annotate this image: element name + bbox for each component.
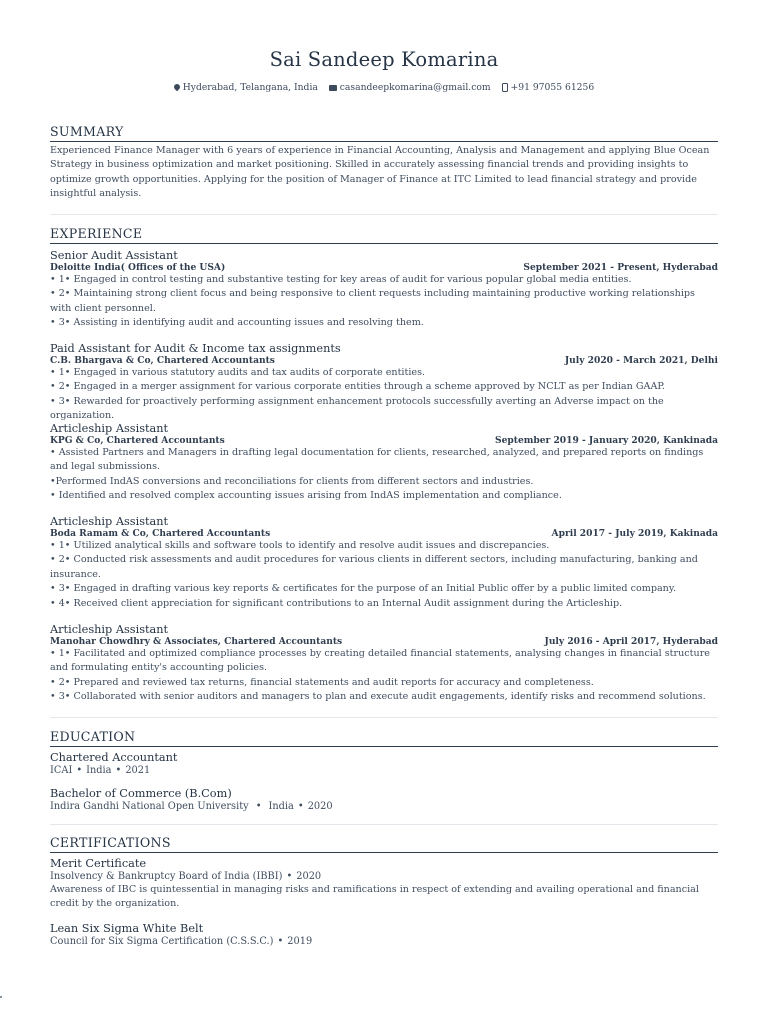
certificate-meta: Council for Six Sigma Certification (C.S.S.C.) • 2019 [50,936,313,947]
school-country: India [86,765,112,776]
page-mark [0,996,2,998]
bullet: • 3• Assisting in identifying audit and accounting issues and resolving them. [50,317,424,329]
job-dates: July 2020 - March 2021, Delhi [564,355,718,366]
experience-section [50,225,718,244]
contact-email[interactable] [329,82,491,93]
bullet: • 2• Prepared and reviewed tax returns, financial statements and audit reports for accuracy and completeness. [50,676,594,688]
contact-phone[interactable] [502,82,595,93]
certification-item [50,922,718,948]
certificate-year: 2020 [296,871,322,882]
bullet: • 3• Engaged in drafting various key reports & certificates for the purpose of an Initial Public offer by a public limited company. [50,583,677,595]
experience-item [50,342,718,424]
company-name: Manohar Chowdhry & Associates, Chartered Accountants [50,636,343,647]
bullet: • Identified and resolved complex accounting issues arising from IndAS implementation and compliance. [50,490,562,502]
experience-item [50,623,718,705]
education-item [50,787,718,813]
bullet: • 1• Facilitated and optimized compliance processes by creating detailed financial statements, analysing changes in financial structure and formulating entity's accounting policies. [50,648,710,674]
education-section [50,728,718,747]
certifications-heading: CERTIFICATIONS [50,834,718,853]
certificate-issuer: Insolvency & Bankruptcy Board of India (IBBI) [50,871,283,882]
education-item [50,751,718,777]
bullet: • 3• Rewarded for proactively performing assignment enhancement protocols successfully averting an Adverse impact on the organization. [50,395,664,422]
certificate-meta: Insolvency & Bankruptcy Board of India (IBBI) • 2020 [50,871,322,882]
bullet: • 2• Engaged in a merger assignment for various corporate entities through a scheme approved by NCLT as per Indian GAAP. [50,381,665,393]
company-name: C.B. Bhargava & Co, Chartered Accountants [50,355,275,366]
experience-item [50,249,718,331]
certification-item [50,857,718,912]
degree-name: Bachelor of Commerce (B.Com) [50,787,232,800]
company-name: Boda Ramam & Co, Chartered Accountants [50,528,271,539]
summary-text: Experienced Finance Manager with 6 years of experience in Financial Accounting, Analysis and Management and applying Blue Ocean Strategy in business optimization and market positioning. Skilled in accurately assessing financial trends and providing insights to optimize growth opportunities. Applying for the position of Manager of Finance at ITC Limited to lead financial strategy and provide insightful analysis. [50,145,710,200]
education-meta: Indira Gandhi National Open University • India • 2020 [50,801,333,812]
education-heading: EDUCATION [50,728,718,747]
degree-name: Chartered Accountant [50,751,178,764]
job-title: Articleship Assistant [50,515,169,528]
certificate-issuer: Council for Six Sigma Certification (C.S.S.C.) [50,936,274,947]
job-title: Articleship Assistant [50,623,169,636]
certifications-section [50,834,718,853]
certificate-name: Lean Six Sigma White Belt [50,922,204,935]
divider [50,824,718,825]
graduation-year: 2020 [307,801,333,812]
bullet: • 2• Maintaining strong client focus and being responsive to client requests including maintaining productive working relationships with client personnel. [50,288,695,314]
bullet: • 4• Received client appreciation for significant contributions to an Internal Audit assignment during the Articleship. [50,597,623,609]
job-title: Articleship Assistant [50,422,169,435]
contact-line [50,82,718,93]
job-title: Senior Audit Assistant [50,249,178,262]
job-dates: September 2021 - Present, Hyderabad [523,262,718,273]
job-dates: September 2019 - January 2020, Kankinada [495,435,718,446]
bullet: • 1• Utilized analytical skills and software tools to identify and resolve audit issues and discrepancies. [50,540,550,551]
certificate-year: 2019 [287,936,313,947]
school-name: Indira Gandhi National Open University [50,801,249,812]
education-meta: ICAI • India • 2021 [50,765,151,776]
divider [50,214,718,215]
job-dates: April 2017 - July 2019, Kakinada [551,528,718,539]
company-name: Deloitte India( Offices of the USA) [50,262,226,273]
certificate-name: Merit Certificate [50,857,147,870]
job-title: Paid Assistant for Audit & Income tax assignments [50,342,341,355]
contact-location [174,82,318,93]
experience-item [50,422,718,504]
summary-heading: SUMMARY [50,123,718,142]
experience-item [50,515,718,611]
school-name: ICAI [50,765,73,776]
company-name: KPG & Co, Chartered Accountants [50,435,225,446]
location-pin-icon [173,82,181,90]
divider [50,717,718,718]
bullet: • 1• Engaged in various statutory audits and tax audits of corporate entities. [50,367,426,378]
certificate-description: Awareness of IBC is quintessential in managing risks and ramifications in respect of extending and availing operational and financial credit by the organization. [50,884,699,910]
job-dates: July 2016 - April 2017, Hyderabad [544,636,718,647]
graduation-year: 2021 [125,765,151,776]
phone-text[interactable]: +91 97055 61256 [510,82,595,93]
bullet: • 1• Engaged in control testing and substantive testing for key areas of audit for various popular global media entities. [50,274,632,285]
experience-heading: EXPERIENCE [50,225,718,244]
candidate-name: Sai Sandeep Komarina [269,48,499,71]
mail-icon [329,85,337,91]
bullet: • 3• Collaborated with senior auditors and managers to plan and execute audit engagements, identify risks and recommend solutions. [50,691,706,703]
bullet: • 2• Conducted risk assessments and audit procedures for various clients in different sectors, including manufacturing, banking and insurance. [50,554,698,580]
school-country: India [268,801,294,812]
location-text: Hyderabad, Telangana, India [182,82,318,93]
bullet: • Assisted Partners and Managers in drafting legal documentation for clients, researched, analyzed, and prepared reports on findings and legal submissions. [50,447,704,473]
phone-icon [502,83,508,92]
summary-section [50,123,718,202]
email-text[interactable]: casandeepkomarina@gmail.com [339,82,491,93]
bullet: •Performed IndAS conversions and reconciliations for clients from different sectors and industries. [50,475,534,487]
